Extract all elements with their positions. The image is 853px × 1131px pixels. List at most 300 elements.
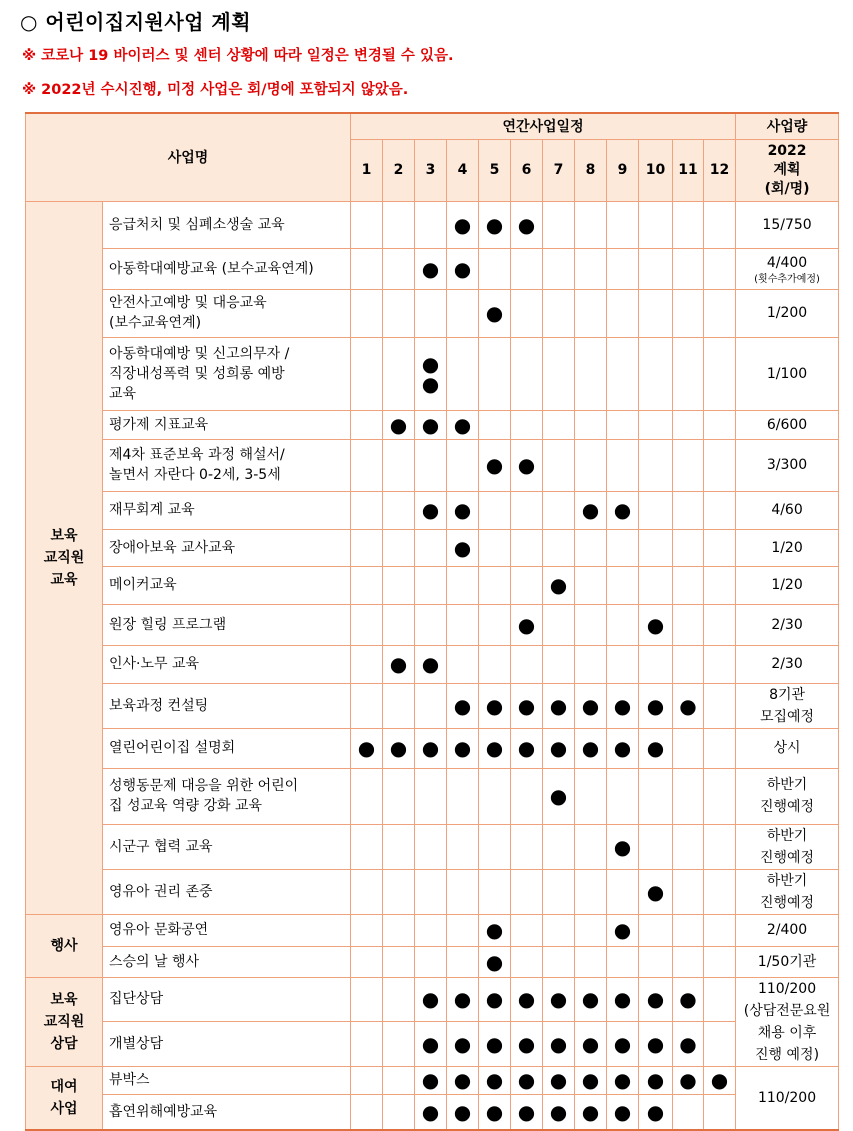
program-name: 영유아 문화공연 <box>103 914 351 946</box>
amount-cell: 1/200 <box>736 289 839 337</box>
month-cell <box>575 604 607 645</box>
month-cell <box>415 1094 447 1130</box>
month-cell <box>543 1094 575 1130</box>
month-cell <box>607 914 639 946</box>
month-cell <box>447 1066 479 1094</box>
program-name: 아동학대예방교육 (보수교육연계) <box>103 248 351 289</box>
schedule-dot: ● <box>613 1031 632 1056</box>
month-cell <box>383 683 415 728</box>
month-cell <box>639 728 673 768</box>
amount-cell: 1/100 <box>736 337 839 410</box>
schedule-dot: ● <box>549 784 568 808</box>
month-cell <box>511 289 543 337</box>
month-cell <box>415 289 447 337</box>
month-cell <box>639 604 673 645</box>
month-cell <box>447 439 479 491</box>
schedule-dot: ● <box>549 693 568 718</box>
month-cell <box>543 337 575 410</box>
schedule-dot: ● <box>421 371 440 396</box>
month-cell <box>673 439 704 491</box>
header-month-7: 7 <box>543 139 575 201</box>
month-cell <box>447 1094 479 1130</box>
month-cell <box>543 728 575 768</box>
month-cell <box>639 439 673 491</box>
notice-line-1: ※ 코로나 19 바이러스 및 센터 상황에 따라 일정은 변경될 수 있음. <box>22 48 454 64</box>
month-cell <box>479 439 511 491</box>
month-cell <box>415 337 447 410</box>
schedule-dot: ● <box>421 736 440 760</box>
amount-cell: 상시 <box>736 728 839 768</box>
month-cell <box>607 566 639 604</box>
month-cell <box>447 683 479 728</box>
month-cell <box>511 946 543 977</box>
month-cell <box>673 946 704 977</box>
month-cell <box>575 491 607 529</box>
notice-line-2: ※ 2022년 수시진행, 미정 사업은 회/명에 포함되지 않았음. <box>22 82 409 98</box>
page-title: ○ 어린이집지원사업 계획 <box>20 10 252 34</box>
month-cell <box>704 728 736 768</box>
month-cell <box>415 869 447 914</box>
header-plan <box>736 139 839 201</box>
month-cell <box>479 1022 511 1067</box>
schedule-dot: ● <box>389 736 408 760</box>
header-month-11: 11 <box>673 139 704 201</box>
amount-cell: 8기관 모집예정 <box>736 683 839 728</box>
month-cell <box>607 491 639 529</box>
table-row <box>26 604 839 645</box>
month-cell <box>639 289 673 337</box>
amount-cell: 2/30 <box>736 604 839 645</box>
month-cell <box>383 869 415 914</box>
month-cell <box>383 645 415 683</box>
month-cell <box>351 604 383 645</box>
header-month-5: 5 <box>479 139 511 201</box>
header-month-4: 4 <box>447 139 479 201</box>
schedule-dot: ● <box>421 652 440 676</box>
month-cell <box>575 248 607 289</box>
month-cell <box>511 914 543 946</box>
month-cell <box>415 683 447 728</box>
month-cell <box>704 683 736 728</box>
program-name: 보육과정 컨설팅 <box>103 683 351 728</box>
month-cell <box>351 824 383 869</box>
schedule-dot: ● <box>679 1068 697 1092</box>
schedule-dot: ● <box>646 693 665 718</box>
month-cell <box>511 1094 543 1130</box>
schedule-dot: ● <box>679 987 697 1012</box>
month-cell <box>543 439 575 491</box>
month-cell <box>447 728 479 768</box>
month-cell <box>351 977 383 1022</box>
month-cell <box>575 1022 607 1067</box>
month-cell <box>639 645 673 683</box>
month-cell <box>704 824 736 869</box>
month-cell <box>351 1066 383 1094</box>
schedule-dot: ● <box>357 736 376 760</box>
header-month-3: 3 <box>415 139 447 201</box>
program-name: 재무회계 교육 <box>103 491 351 529</box>
month-cell <box>383 566 415 604</box>
month-cell <box>704 566 736 604</box>
schedule-dot: ● <box>389 412 408 437</box>
month-cell <box>479 248 511 289</box>
month-cell <box>704 201 736 248</box>
month-cell <box>575 768 607 824</box>
program-name: 제4차 표준보육 과정 해설서/ 놀면서 자란다 0-2세, 3-5세 <box>103 439 351 491</box>
month-cell <box>704 337 736 410</box>
month-cell <box>704 768 736 824</box>
month-cell <box>607 977 639 1022</box>
amount-cell: 110/200 (상담전문요원 채용 이후 진행 예정) <box>736 977 839 1066</box>
program-name: 열린어린이집 설명회 <box>103 728 351 768</box>
month-cell <box>575 914 607 946</box>
month-cell <box>383 491 415 529</box>
table-row <box>26 824 839 869</box>
month-cell <box>351 1094 383 1130</box>
month-cell <box>639 1066 673 1094</box>
month-cell <box>415 410 447 439</box>
month-cell <box>607 946 639 977</box>
month-cell <box>511 491 543 529</box>
month-cell <box>415 977 447 1022</box>
month-cell <box>351 289 383 337</box>
month-cell <box>479 604 511 645</box>
month-cell <box>704 946 736 977</box>
month-cell <box>673 728 704 768</box>
group-label: 대여 사업 <box>26 1066 103 1130</box>
program-name: 스승의 날 행사 <box>103 946 351 977</box>
month-cell <box>575 410 607 439</box>
schedule-dot: ● <box>485 1068 504 1092</box>
schedule-dot: ● <box>453 212 472 237</box>
month-cell <box>447 977 479 1022</box>
month-cell <box>479 728 511 768</box>
month-cell <box>639 491 673 529</box>
schedule-dot: ● <box>613 693 632 718</box>
month-cell <box>447 529 479 566</box>
header-month-9: 9 <box>607 139 639 201</box>
month-cell <box>415 728 447 768</box>
month-cell <box>607 645 639 683</box>
month-cell <box>639 768 673 824</box>
month-cell <box>447 914 479 946</box>
table-row <box>26 439 839 491</box>
month-cell <box>607 728 639 768</box>
table-row <box>26 1094 839 1130</box>
month-cell <box>607 410 639 439</box>
schedule-dot: ● <box>613 918 632 942</box>
table-row <box>26 683 839 728</box>
schedule-dot: ● <box>646 879 665 904</box>
month-cell <box>351 914 383 946</box>
month-cell <box>704 491 736 529</box>
schedule-dot: ● <box>581 498 600 522</box>
month-cell <box>479 337 511 410</box>
schedule-dot: ● <box>453 535 472 560</box>
month-cell <box>673 248 704 289</box>
month-cell <box>575 1094 607 1130</box>
month-cell <box>543 491 575 529</box>
header-amount: 사업량 <box>736 113 839 139</box>
month-cell <box>479 1094 511 1130</box>
schedule-dot: ● <box>549 736 568 760</box>
month-cell <box>673 824 704 869</box>
program-name: 안전사고예방 및 대응교육 (보수교육연계) <box>103 289 351 337</box>
month-cell <box>479 824 511 869</box>
month-cell <box>639 1022 673 1067</box>
month-cell <box>673 201 704 248</box>
month-cell <box>383 248 415 289</box>
month-cell <box>511 683 543 728</box>
schedule-dot: ● <box>517 212 536 237</box>
table-row <box>26 248 839 289</box>
month-cell <box>673 529 704 566</box>
month-cell <box>351 566 383 604</box>
month-cell <box>639 410 673 439</box>
month-cell <box>447 337 479 410</box>
month-cell <box>575 439 607 491</box>
program-name: 흡연위해예방교육 <box>103 1094 351 1130</box>
month-cell <box>575 566 607 604</box>
program-name: 인사·노무 교육 <box>103 645 351 683</box>
month-cell <box>415 529 447 566</box>
month-cell <box>479 529 511 566</box>
month-cell <box>673 914 704 946</box>
amount-cell: 하반기 진행예정 <box>736 869 839 914</box>
month-cell <box>607 1094 639 1130</box>
month-cell <box>479 410 511 439</box>
schedule-dot: ● <box>549 1031 568 1056</box>
program-name: 뷰박스 <box>103 1066 351 1094</box>
month-cell <box>639 869 673 914</box>
month-cell <box>673 604 704 645</box>
month-cell <box>511 566 543 604</box>
month-cell <box>383 201 415 248</box>
month-cell <box>479 768 511 824</box>
header-month-1: 1 <box>351 139 383 201</box>
month-cell <box>607 604 639 645</box>
month-cell <box>575 1066 607 1094</box>
month-cell <box>383 728 415 768</box>
amount-cell: 하반기 진행예정 <box>736 768 839 824</box>
month-cell <box>673 1094 704 1130</box>
month-cell <box>351 248 383 289</box>
month-cell <box>511 1066 543 1094</box>
month-cell <box>383 289 415 337</box>
month-cell <box>543 768 575 824</box>
month-cell <box>351 645 383 683</box>
schedule-dot: ● <box>581 1099 600 1124</box>
month-cell <box>479 491 511 529</box>
month-cell <box>383 337 415 410</box>
schedule-dot: ● <box>517 453 536 477</box>
schedule-dot: ● <box>485 918 504 942</box>
month-cell <box>607 439 639 491</box>
month-cell <box>704 289 736 337</box>
month-cell <box>511 1022 543 1067</box>
program-name: 원장 힐링 프로그램 <box>103 604 351 645</box>
amount-cell: 2/30 <box>736 645 839 683</box>
schedule-dot: ● <box>421 256 440 281</box>
month-cell <box>639 529 673 566</box>
month-cell <box>575 824 607 869</box>
program-name: 메이커교육 <box>103 566 351 604</box>
schedule-dot: ● <box>646 1099 665 1124</box>
month-cell <box>479 977 511 1022</box>
table-row <box>26 337 839 410</box>
schedule-dot: ● <box>517 987 536 1012</box>
month-cell <box>673 1066 704 1094</box>
schedule-dot: ● <box>679 693 697 718</box>
schedule-dot: ● <box>613 987 632 1012</box>
month-cell <box>543 914 575 946</box>
month-cell <box>704 410 736 439</box>
schedule-dot: ● <box>549 1068 568 1092</box>
month-cell <box>479 201 511 248</box>
schedule-dot: ● <box>710 1068 729 1092</box>
month-cell <box>415 491 447 529</box>
month-cell <box>383 946 415 977</box>
program-name: 장애아보육 교사교육 <box>103 529 351 566</box>
month-cell <box>575 977 607 1022</box>
schedule-dot: ● <box>517 1068 536 1092</box>
amount-cell: 15/750 <box>736 201 839 248</box>
month-cell <box>673 289 704 337</box>
month-cell <box>575 645 607 683</box>
month-cell <box>351 1022 383 1067</box>
month-cell <box>447 604 479 645</box>
month-cell <box>704 439 736 491</box>
month-cell <box>383 604 415 645</box>
amount-cell: 4/400 (횟수추가예정) <box>736 248 839 289</box>
month-cell <box>543 869 575 914</box>
month-cell <box>575 289 607 337</box>
month-cell <box>447 768 479 824</box>
month-cell <box>704 248 736 289</box>
month-cell <box>511 977 543 1022</box>
month-cell <box>511 604 543 645</box>
schedule-dot: ● <box>613 834 632 859</box>
month-cell <box>704 914 736 946</box>
amount-cell: 하반기 진행예정 <box>736 824 839 869</box>
program-name: 시군구 협력 교육 <box>103 824 351 869</box>
schedule-dot: ● <box>485 987 504 1012</box>
month-cell <box>479 869 511 914</box>
month-cell <box>415 1066 447 1094</box>
schedule-dot: ● <box>485 1031 504 1056</box>
month-cell <box>543 289 575 337</box>
month-cell <box>351 529 383 566</box>
header-month-12: 12 <box>704 139 736 201</box>
month-cell <box>704 529 736 566</box>
schedule-dot: ● <box>453 412 472 437</box>
month-cell <box>673 566 704 604</box>
header-annual-schedule: 연간사업일정 <box>351 113 736 139</box>
month-cell <box>511 645 543 683</box>
schedule-dot: ● <box>581 1031 600 1056</box>
month-cell <box>415 946 447 977</box>
month-cell <box>447 1022 479 1067</box>
month-cell <box>383 768 415 824</box>
month-cell <box>383 824 415 869</box>
schedule-dot: ● <box>453 498 472 522</box>
month-cell <box>543 248 575 289</box>
month-cell <box>415 914 447 946</box>
schedule-dot: ● <box>646 612 665 637</box>
month-cell <box>383 1022 415 1067</box>
month-cell <box>607 869 639 914</box>
schedule-dot: ● <box>646 1068 665 1092</box>
schedule-dot: ● <box>485 301 504 325</box>
amount-cell: 6/600 <box>736 410 839 439</box>
schedule-dot: ● <box>517 736 536 760</box>
header-month-6: 6 <box>511 139 543 201</box>
month-cell <box>543 977 575 1022</box>
schedule-dot: ● <box>613 1068 632 1092</box>
month-cell <box>511 248 543 289</box>
month-cell <box>607 824 639 869</box>
month-cell <box>639 248 673 289</box>
month-cell <box>607 289 639 337</box>
month-cell <box>704 1022 736 1067</box>
month-cell <box>511 869 543 914</box>
month-cell <box>447 289 479 337</box>
month-cell <box>543 566 575 604</box>
program-name: 응급처치 및 심폐소생술 교육 <box>103 201 351 248</box>
month-cell <box>351 683 383 728</box>
month-cell <box>351 337 383 410</box>
month-cell <box>543 683 575 728</box>
month-cell <box>607 1022 639 1067</box>
month-cell <box>673 977 704 1022</box>
month-cell <box>639 683 673 728</box>
month-cell <box>543 410 575 439</box>
schedule-dot: ● <box>613 1099 632 1124</box>
table-row <box>26 491 839 529</box>
month-cell <box>447 201 479 248</box>
schedule-dot: ● <box>517 693 536 718</box>
month-cell <box>639 1094 673 1130</box>
month-cell <box>607 683 639 728</box>
schedule-dot: ● <box>421 1099 440 1124</box>
month-cell <box>351 768 383 824</box>
schedule-dot: ● <box>613 498 632 522</box>
schedule-dot: ● <box>485 1099 504 1124</box>
amount-cell: 1/20 <box>736 529 839 566</box>
schedule-dot: ● <box>453 736 472 760</box>
group-label: 행사 <box>26 914 103 977</box>
month-cell <box>447 824 479 869</box>
amount-cell: 1/50기관 <box>736 946 839 977</box>
month-cell <box>704 645 736 683</box>
table-row <box>26 645 839 683</box>
table-row <box>26 201 839 248</box>
month-cell <box>479 566 511 604</box>
schedule-dot: ● <box>421 1068 440 1092</box>
month-cell <box>575 728 607 768</box>
schedule-dot: ● <box>485 736 504 760</box>
month-cell <box>511 728 543 768</box>
month-cell <box>639 201 673 248</box>
month-cell <box>543 201 575 248</box>
month-cell <box>543 645 575 683</box>
month-cell <box>383 410 415 439</box>
month-cell <box>543 529 575 566</box>
program-schedule-table <box>25 112 839 1131</box>
month-cell <box>415 824 447 869</box>
table-row <box>26 529 839 566</box>
month-cell <box>673 1022 704 1067</box>
